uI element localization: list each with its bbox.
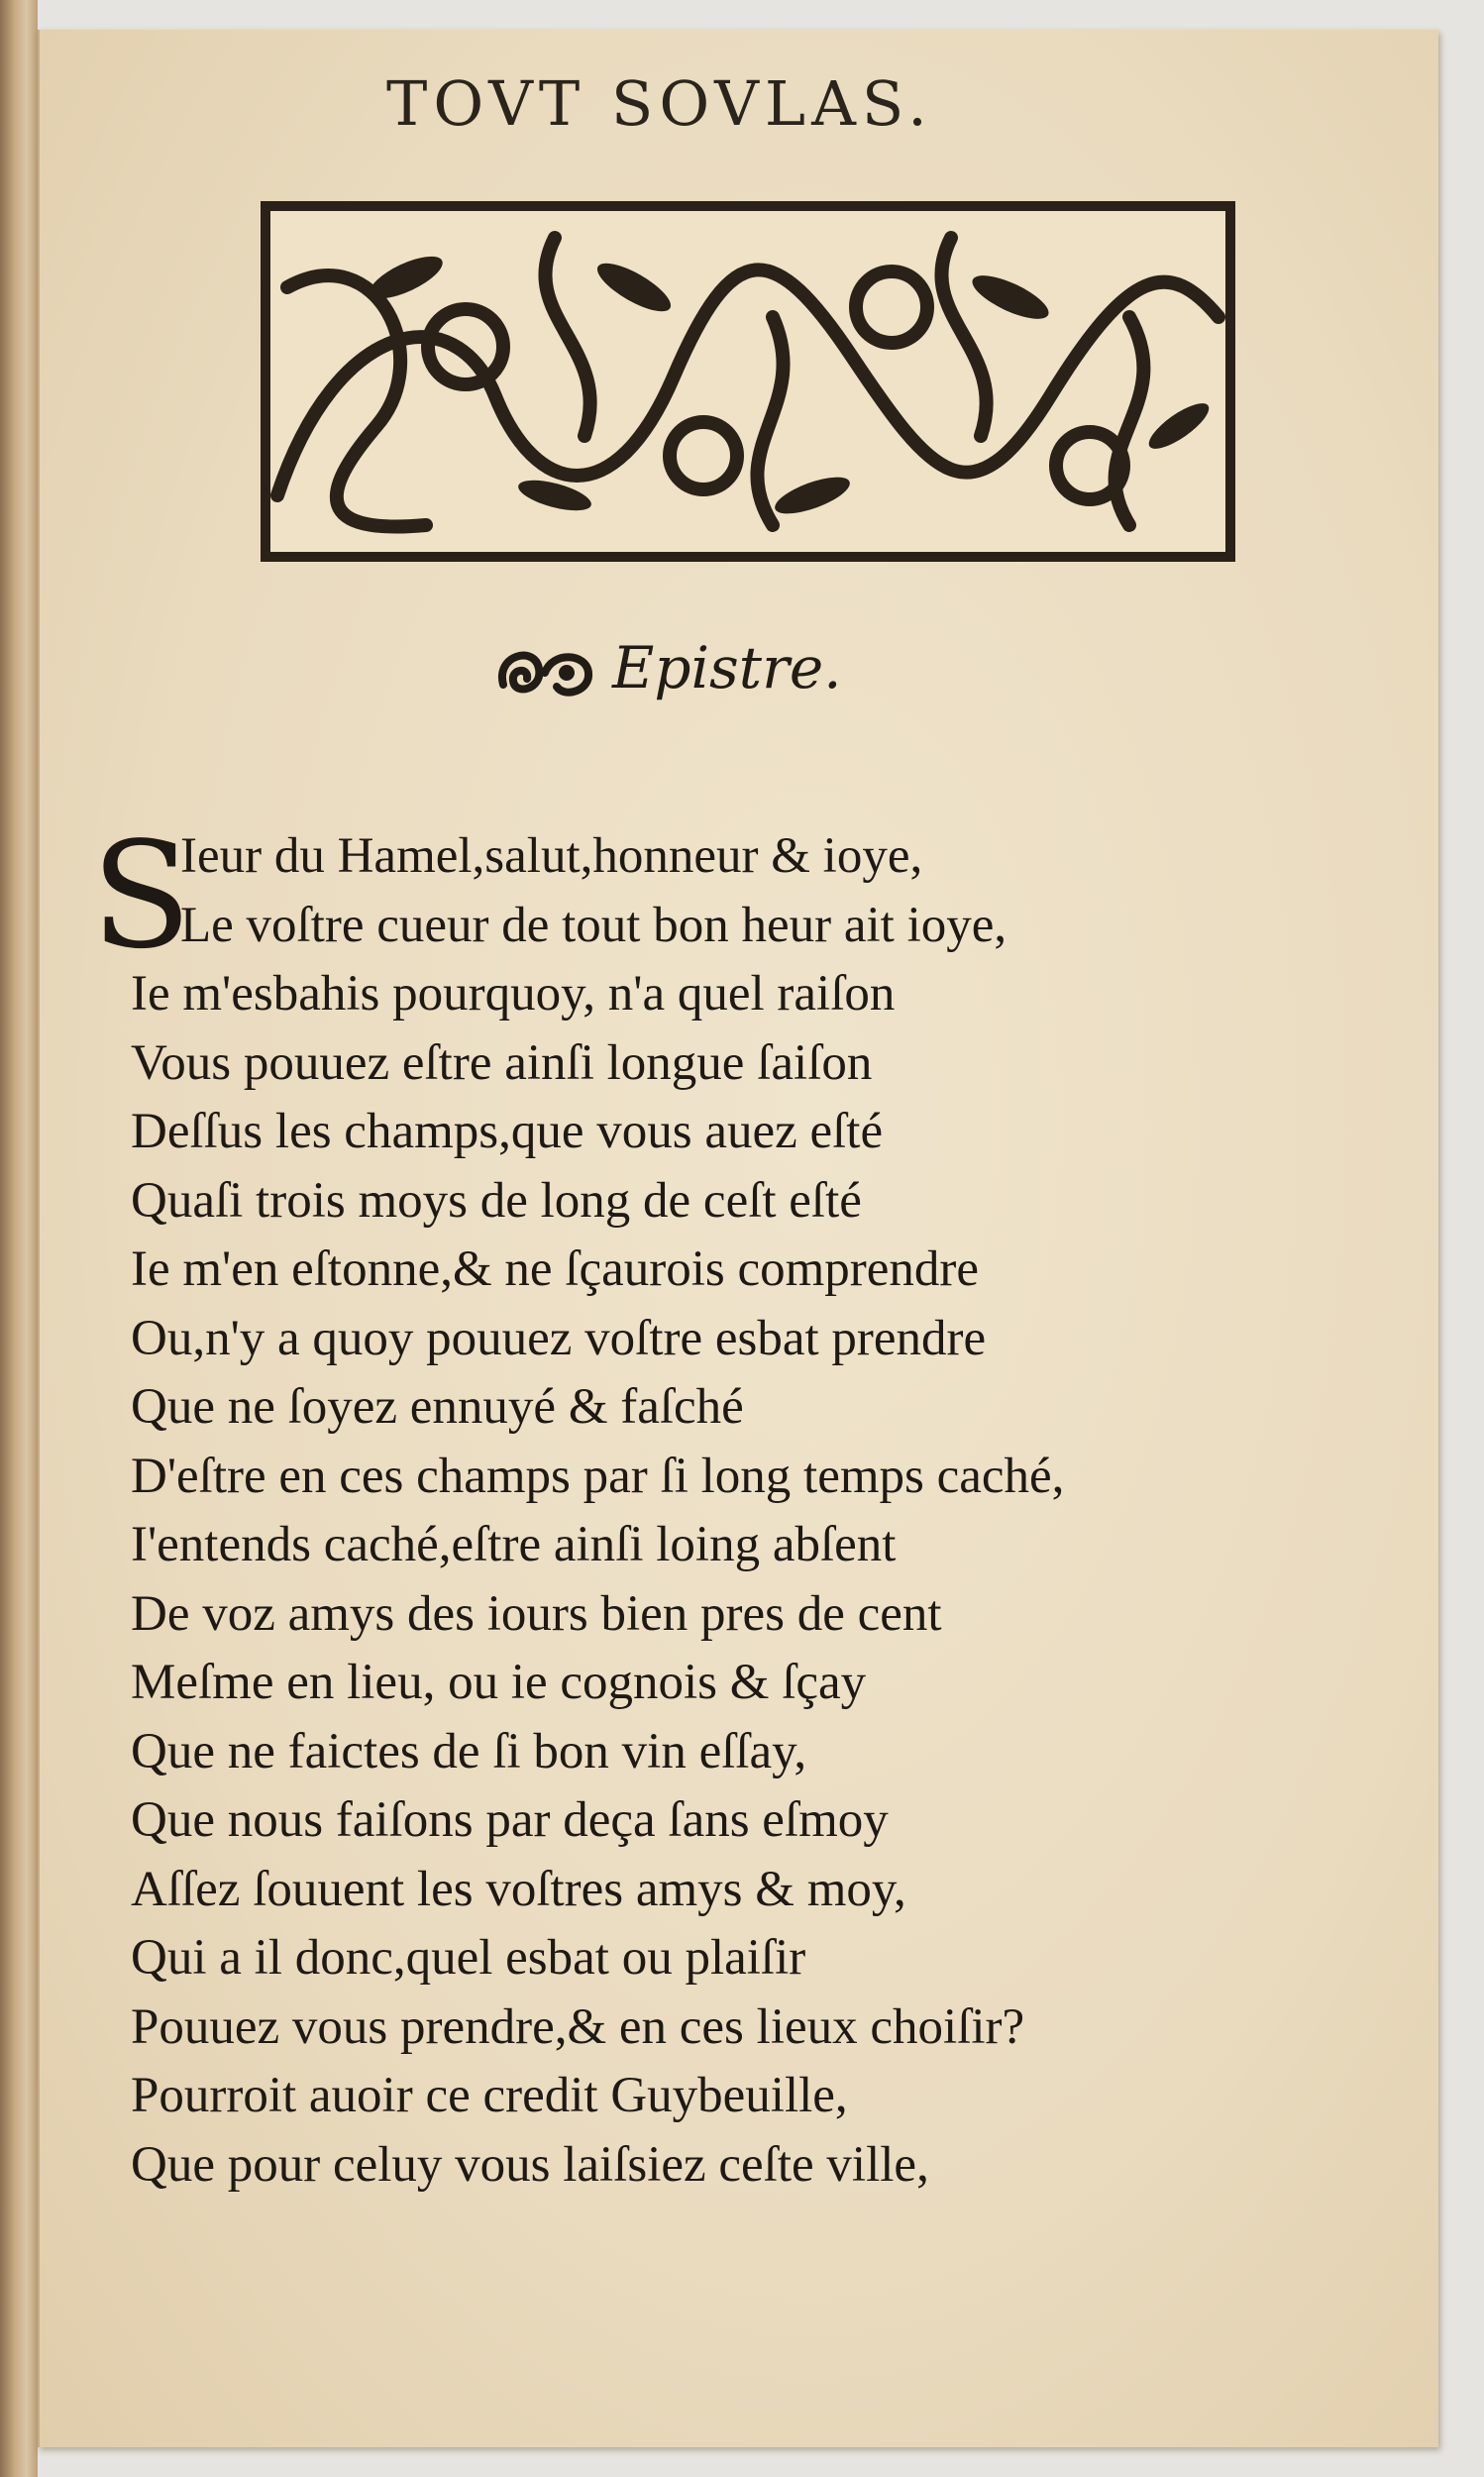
- verse-line: Pouuez vous prendre,& en ces lieux choiſir?: [131, 1998, 1025, 2055]
- section-title-text: Epistre.: [612, 634, 842, 701]
- section-title: [495, 634, 842, 701]
- running-head: TOVT SOVLAS.: [386, 67, 933, 140]
- verse-line: Aſſez ſouuent les voſtres amys & moy,: [131, 1861, 906, 1917]
- verse-line: Vous pouuez eſtre ainſi longue ſaiſon: [131, 1034, 873, 1091]
- verse-line: Que pour celuy vous laiſsiez ceſte ville,: [131, 2136, 929, 2193]
- fleuron-icon: [495, 645, 594, 700]
- verse-line: I'entends caché,eſtre ainſi loing abſent: [131, 1517, 897, 1572]
- verse-line: Pourroit auoir ce credit Guybeuille,: [131, 2068, 848, 2123]
- verse-line: Ou,n'y a quoy pouuez voſtre esbat prendre: [131, 1310, 987, 1366]
- verse-line: Ie m'en eſtonne,& ne ſçaurois comprendre: [131, 1241, 980, 1297]
- verse-line: Deſſus les champs,que vous auez eſté: [131, 1104, 884, 1159]
- verse-line: De voz amys des iours bien pres de cent: [131, 1585, 942, 1642]
- book-spine: [0, 0, 38, 2477]
- verse-line: Quaſi trois moys de long de ceſt eſté: [131, 1172, 862, 1229]
- verse-line: D'eſtre en ces champs par ſi long temps caché,: [131, 1448, 1065, 1504]
- verse-line: Que nous faiſons par deça ſans eſmoy: [131, 1792, 889, 1848]
- verse-line: Ie m'esbahis pourquoy, n'a quel raiſon: [131, 966, 896, 1022]
- verse-line: Que ne ſoyez ennuyé & faſché: [131, 1379, 744, 1435]
- woodcut-foliage-icon: [258, 198, 1238, 565]
- book-page: [38, 30, 1438, 2447]
- verse-line: Meſme en lieu, ou ie cognois & ſçay: [131, 1655, 867, 1710]
- verse-line: Qui a il donc,quel esbat ou plaiſir: [131, 1930, 806, 1986]
- verse-line: Que ne faictes de ſi bon vin eſſay,: [131, 1723, 807, 1779]
- verse-line: Ieur du Hamel,salut,honneur & ioye,: [180, 828, 923, 884]
- drop-cap: S: [91, 810, 192, 981]
- verse-line: Le voſtre cueur de tout bon heur ait ioye,: [180, 897, 1007, 953]
- poem-verses: [131, 822, 1270, 2200]
